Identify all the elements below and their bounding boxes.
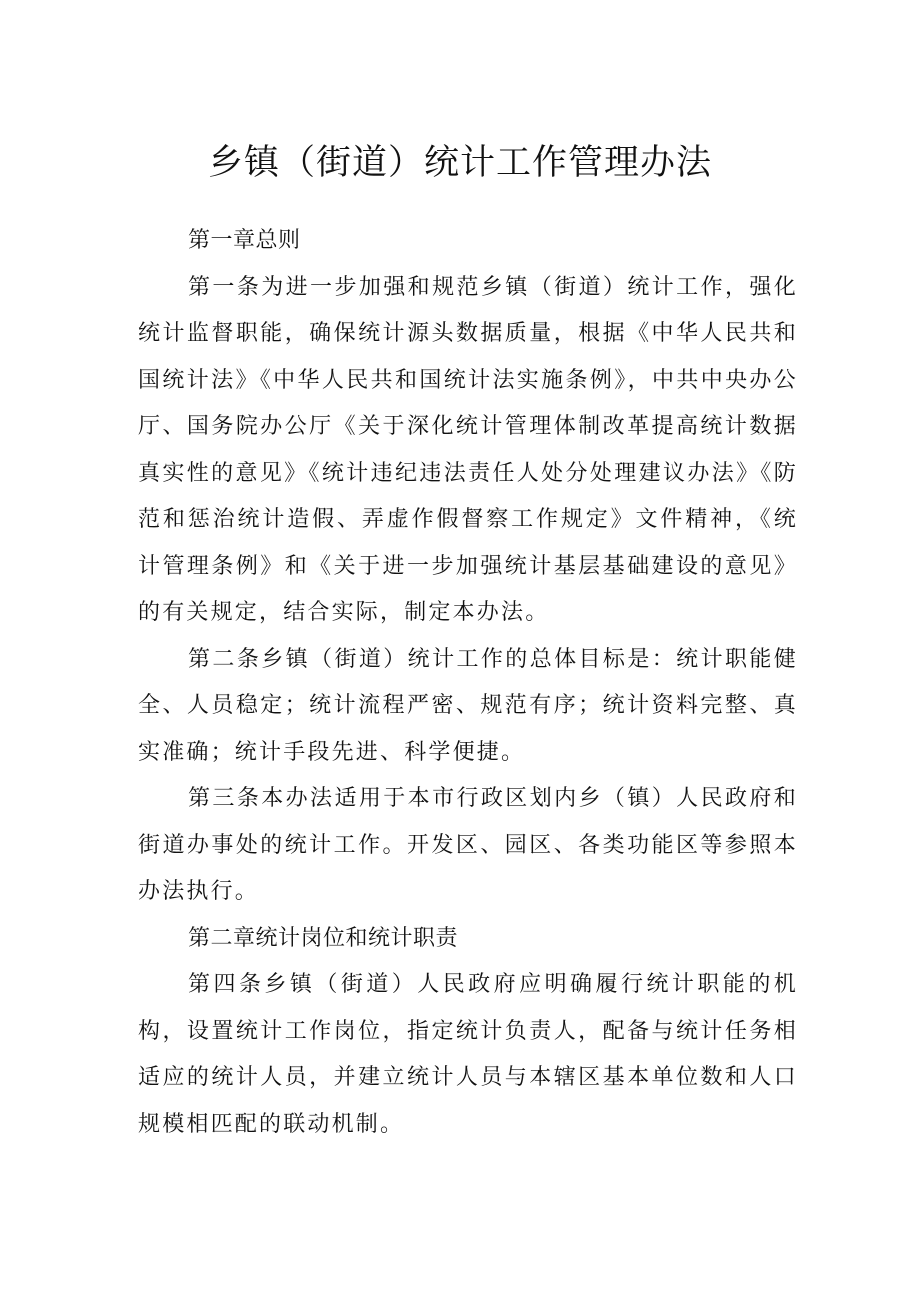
chapter-heading-2: 第二章统计岗位和统计职责 — [188, 925, 459, 951]
document-title: 乡镇（街道）统计工作管理办法 — [207, 143, 712, 183]
article-3: 第三条本办法适用于本市行政区划内乡（镇）人民政府和街道办事处的统计工作。开发区、园区、各类功能区等参照本办法执行。 — [138, 786, 798, 904]
article-4: 第四条乡镇（街道）人民政府应明确履行统计职能的机构，设置统计工作岗位，指定统计负责人，配备与统计任务相适应的统计人员，并建立统计人员与本辖区基本单位数和人口规模相匹配的联动机制。 — [138, 972, 798, 1137]
document-body — [138, 218, 798, 1148]
article-1: 第一条为进一步加强和规范乡镇（街道）统计工作，强化统计监督职能，确保统计源头数据质量，根据《中华人民共和国统计法》《中华人民共和国统计法实施条例》，中共中央办公厅、国务院办公厅《关于深化统计管理体制改革提高统计数据真实性的意见》《统计违纪违法责任人处分处理建议办法》《防范和惩治统计造假、弄虚作假督察工作规定》文件精神，《统计管理条例》和《关于进一步加强统计基层基础建设的意见》的有关规定，结合实际，制定本办法。 — [138, 274, 798, 625]
article-2: 第二条乡镇（街道）统计工作的总体目标是：统计职能健全、人员稳定；统计流程严密、规范有序；统计资料完整、真实准确；统计手段先进、科学便捷。 — [138, 646, 798, 765]
chapter-heading-1: 第一章总则 — [188, 228, 301, 253]
